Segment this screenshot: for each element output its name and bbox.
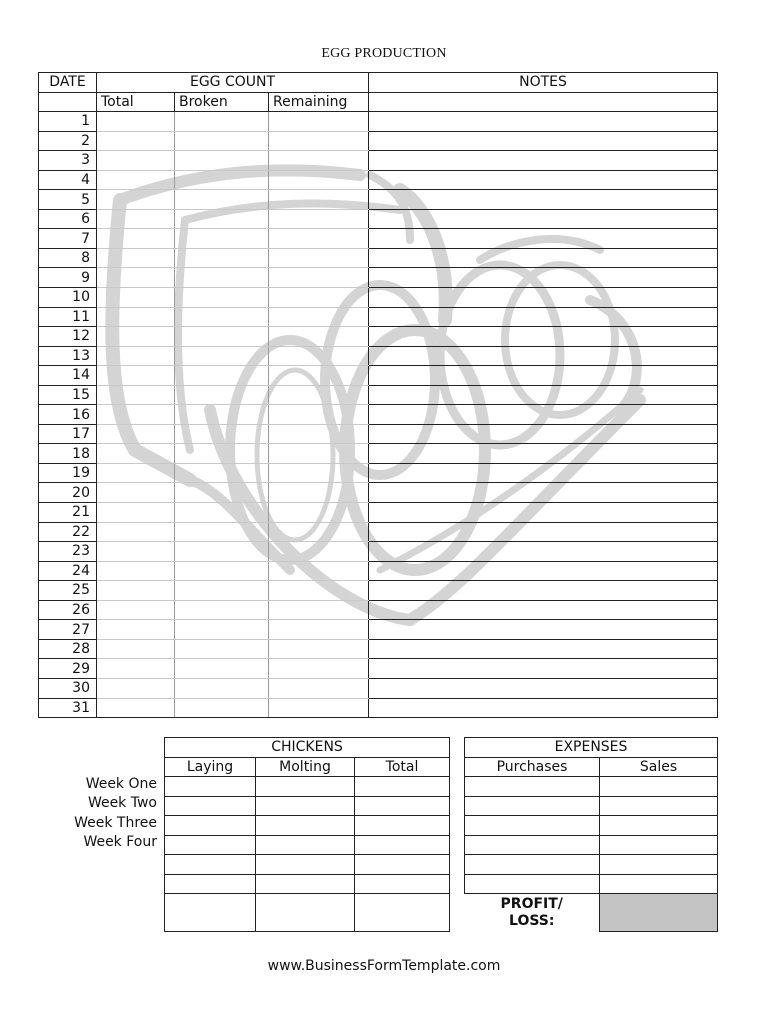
date-cell: 2 [39, 131, 97, 151]
profit-loss-value[interactable] [600, 894, 718, 932]
date-cell: 10 [39, 288, 97, 308]
total-cell[interactable] [97, 366, 175, 386]
notes-header: NOTES [369, 73, 718, 93]
log-subheader-row [39, 92, 718, 112]
laying-cell[interactable] [165, 777, 256, 797]
remaining-cell[interactable] [269, 307, 369, 327]
log-day-row [39, 209, 718, 229]
date-cell: 13 [39, 346, 97, 366]
chickens-total-cell[interactable] [355, 874, 450, 894]
molting-cell[interactable] [256, 874, 355, 894]
total-cell[interactable] [97, 112, 175, 132]
total-cell[interactable] [97, 698, 175, 718]
sales-cell[interactable] [600, 796, 718, 816]
total-cell[interactable] [97, 678, 175, 698]
broken-cell[interactable] [175, 346, 269, 366]
broken-cell[interactable] [175, 229, 269, 249]
log-day-row [39, 561, 718, 581]
date-cell: 21 [39, 503, 97, 523]
chickens-total-cell[interactable] [355, 835, 450, 855]
notes-cell[interactable] [369, 483, 718, 503]
broken-cell[interactable] [175, 248, 269, 268]
remaining-cell[interactable] [269, 444, 369, 464]
broken-cell[interactable] [175, 268, 269, 288]
total-cell[interactable] [97, 327, 175, 347]
notes-cell[interactable] [369, 268, 718, 288]
log-day-row [39, 600, 718, 620]
broken-cell[interactable] [175, 463, 269, 483]
total-cell[interactable] [97, 190, 175, 210]
broken-cell[interactable] [175, 542, 269, 562]
log-header-row [39, 73, 718, 93]
date-cell: 4 [39, 170, 97, 190]
total-cell[interactable] [97, 522, 175, 542]
date-cell: 22 [39, 522, 97, 542]
remaining-cell[interactable] [269, 366, 369, 386]
total-cell[interactable] [97, 268, 175, 288]
broken-cell[interactable] [175, 190, 269, 210]
molting-cell[interactable] [256, 855, 355, 875]
log-day-row [39, 503, 718, 523]
log-day-row [39, 112, 718, 132]
notes-cell[interactable] [369, 346, 718, 366]
chickens-total-cell[interactable] [355, 796, 450, 816]
date-cell: 16 [39, 405, 97, 425]
log-day-row [39, 542, 718, 562]
week-label: Week Two [87, 795, 157, 811]
notes-cell[interactable] [369, 659, 718, 679]
total-cell[interactable] [97, 385, 175, 405]
date-cell: 8 [39, 248, 97, 268]
date-cell: 15 [39, 385, 97, 405]
remaining-cell[interactable] [269, 151, 369, 171]
broken-cell[interactable] [175, 444, 269, 464]
date-cell: 1 [39, 112, 97, 132]
profit-label-line2: LOSS: [509, 912, 555, 929]
date-cell: 20 [39, 483, 97, 503]
date-cell: 11 [39, 307, 97, 327]
sales-cell[interactable] [600, 855, 718, 875]
notes-cell[interactable] [369, 327, 718, 347]
log-day-row [39, 659, 718, 679]
notes-cell[interactable] [369, 307, 718, 327]
chickens-total-cell[interactable] [355, 816, 450, 836]
purchases-cell[interactable] [465, 874, 600, 894]
log-day-row [39, 327, 718, 347]
notes-cell[interactable] [369, 444, 718, 464]
total-cell[interactable] [97, 463, 175, 483]
broken-cell[interactable] [175, 327, 269, 347]
remaining-cell[interactable] [269, 522, 369, 542]
date-cell: 7 [39, 229, 97, 249]
log-day-row [39, 190, 718, 210]
laying-cell[interactable] [165, 855, 256, 875]
remaining-cell[interactable] [269, 600, 369, 620]
remaining-cell[interactable] [269, 581, 369, 601]
notes-cell[interactable] [369, 463, 718, 483]
notes-cell[interactable] [369, 366, 718, 386]
log-day-row [39, 444, 718, 464]
log-body [39, 112, 718, 718]
notes-cell[interactable] [369, 248, 718, 268]
log-day-row [39, 424, 718, 444]
date-cell: 28 [39, 639, 97, 659]
notes-cell[interactable] [369, 698, 718, 718]
notes-cell[interactable] [369, 424, 718, 444]
broken-cell[interactable] [175, 561, 269, 581]
notes-cell[interactable] [369, 229, 718, 249]
notes-cell[interactable] [369, 288, 718, 308]
egg-count-header: EGG COUNT [97, 73, 369, 93]
remaining-cell[interactable] [269, 248, 369, 268]
log-day-row [39, 170, 718, 190]
broken-cell[interactable] [175, 678, 269, 698]
broken-cell[interactable] [175, 405, 269, 425]
total-cell[interactable] [97, 581, 175, 601]
notes-cell[interactable] [369, 542, 718, 562]
date-cell: 9 [39, 268, 97, 288]
remaining-cell[interactable] [269, 503, 369, 523]
date-cell: 30 [39, 678, 97, 698]
remaining-cell[interactable] [269, 170, 369, 190]
remaining-cell[interactable] [269, 542, 369, 562]
total-cell[interactable] [97, 483, 175, 503]
broken-cell[interactable] [175, 385, 269, 405]
laying-cell[interactable] [165, 796, 256, 816]
sales-header: Sales [600, 757, 718, 777]
broken-cell[interactable] [175, 307, 269, 327]
purchases-cell[interactable] [465, 777, 600, 797]
notes-cell[interactable] [369, 581, 718, 601]
laying-header: Laying [165, 757, 256, 777]
date-cell: 29 [39, 659, 97, 679]
total-cell[interactable] [97, 307, 175, 327]
remaining-cell[interactable] [269, 190, 369, 210]
date-subheader-blank [39, 92, 97, 112]
total-cell[interactable] [97, 405, 175, 425]
log-day-row [39, 131, 718, 151]
notes-cell[interactable] [369, 131, 718, 151]
total-cell[interactable] [97, 659, 175, 679]
date-cell: 14 [39, 366, 97, 386]
date-cell: 25 [39, 581, 97, 601]
chickens-header: CHICKENS [165, 738, 450, 758]
total-cell[interactable] [97, 600, 175, 620]
laying-cell[interactable] [165, 874, 256, 894]
total-cell[interactable] [97, 639, 175, 659]
broken-cell[interactable] [175, 503, 269, 523]
log-day-row [39, 405, 718, 425]
purchases-cell[interactable] [465, 835, 600, 855]
footer-url[interactable]: www.BusinessFormTemplate.com [267, 958, 501, 974]
date-cell: 19 [39, 463, 97, 483]
notes-cell[interactable] [369, 170, 718, 190]
broken-subheader: Broken [175, 92, 269, 112]
remaining-subheader: Remaining [269, 92, 369, 112]
date-cell: 12 [39, 327, 97, 347]
total-cell[interactable] [97, 151, 175, 171]
total-subheader: Total [97, 92, 175, 112]
log-day-row [39, 698, 718, 718]
date-cell: 31 [39, 698, 97, 718]
log-day-row [39, 307, 718, 327]
broken-cell[interactable] [175, 659, 269, 679]
remaining-cell[interactable] [269, 346, 369, 366]
remaining-cell[interactable] [269, 209, 369, 229]
log-day-row [39, 248, 718, 268]
total-cell[interactable] [97, 248, 175, 268]
notes-cell[interactable] [369, 190, 718, 210]
broken-cell[interactable] [175, 112, 269, 132]
log-day-row [39, 639, 718, 659]
remaining-cell[interactable] [269, 405, 369, 425]
date-cell: 3 [39, 151, 97, 171]
remaining-cell[interactable] [269, 620, 369, 640]
date-cell: 23 [39, 542, 97, 562]
broken-cell[interactable] [175, 581, 269, 601]
log-day-row [39, 229, 718, 249]
broken-cell[interactable] [175, 131, 269, 151]
page-title: EGG PRODUCTION [321, 46, 447, 61]
profit-loss-label [465, 894, 600, 932]
week-label: Week One [85, 776, 157, 792]
total-cell[interactable] [97, 542, 175, 562]
laying-total-cell[interactable] [165, 894, 256, 932]
log-day-row [39, 463, 718, 483]
broken-cell[interactable] [175, 151, 269, 171]
log-day-row [39, 581, 718, 601]
sales-cell[interactable] [600, 874, 718, 894]
log-day-row [39, 522, 718, 542]
remaining-cell[interactable] [269, 463, 369, 483]
notes-cell[interactable] [369, 151, 718, 171]
purchases-cell[interactable] [465, 855, 600, 875]
chickens-total-cell[interactable] [355, 855, 450, 875]
total-cell[interactable] [97, 424, 175, 444]
date-cell: 26 [39, 600, 97, 620]
broken-cell[interactable] [175, 639, 269, 659]
notes-cell[interactable] [369, 639, 718, 659]
log-day-row [39, 366, 718, 386]
total-cell[interactable] [97, 170, 175, 190]
remaining-cell[interactable] [269, 639, 369, 659]
broken-cell[interactable] [175, 209, 269, 229]
notes-subheader-blank [369, 92, 718, 112]
remaining-cell[interactable] [269, 229, 369, 249]
notes-cell[interactable] [369, 620, 718, 640]
broken-cell[interactable] [175, 424, 269, 444]
molting-cell[interactable] [256, 777, 355, 797]
egg-log-table [38, 72, 718, 718]
purchases-header: Purchases [465, 757, 600, 777]
date-cell: 24 [39, 561, 97, 581]
molting-cell[interactable] [256, 816, 355, 836]
remaining-cell[interactable] [269, 327, 369, 347]
broken-cell[interactable] [175, 522, 269, 542]
expenses-table [464, 737, 718, 932]
remaining-cell[interactable] [269, 561, 369, 581]
date-cell: 6 [39, 209, 97, 229]
total-cell[interactable] [97, 229, 175, 249]
total-cell[interactable] [97, 503, 175, 523]
chickens-total-header: Total [355, 757, 450, 777]
remaining-cell[interactable] [269, 268, 369, 288]
sales-cell[interactable] [600, 835, 718, 855]
remaining-cell[interactable] [269, 424, 369, 444]
log-day-row [39, 620, 718, 640]
laying-cell[interactable] [165, 816, 256, 836]
log-day-row [39, 151, 718, 171]
grand-total-cell[interactable] [355, 894, 450, 932]
log-day-row [39, 678, 718, 698]
remaining-cell[interactable] [269, 659, 369, 679]
notes-cell[interactable] [369, 405, 718, 425]
broken-cell[interactable] [175, 288, 269, 308]
remaining-cell[interactable] [269, 698, 369, 718]
date-cell: 5 [39, 190, 97, 210]
notes-cell[interactable] [369, 600, 718, 620]
expenses-header: EXPENSES [465, 738, 718, 758]
molting-cell[interactable] [256, 796, 355, 816]
log-day-row [39, 346, 718, 366]
remaining-cell[interactable] [269, 131, 369, 151]
week-label: Week Four [83, 834, 157, 850]
date-header: DATE [39, 73, 97, 93]
purchases-cell[interactable] [465, 816, 600, 836]
total-cell[interactable] [97, 288, 175, 308]
laying-cell[interactable] [165, 835, 256, 855]
broken-cell[interactable] [175, 600, 269, 620]
broken-cell[interactable] [175, 483, 269, 503]
molting-cell[interactable] [256, 835, 355, 855]
notes-cell[interactable] [369, 112, 718, 132]
log-day-row [39, 483, 718, 503]
date-cell: 18 [39, 444, 97, 464]
total-cell[interactable] [97, 131, 175, 151]
profit-label-line1: PROFIT/ [500, 895, 563, 912]
date-cell: 17 [39, 424, 97, 444]
purchases-cell[interactable] [465, 796, 600, 816]
broken-cell[interactable] [175, 620, 269, 640]
molting-total-cell[interactable] [256, 894, 355, 932]
notes-cell[interactable] [369, 678, 718, 698]
sales-cell[interactable] [600, 777, 718, 797]
chickens-table [164, 737, 450, 932]
total-cell[interactable] [97, 209, 175, 229]
remaining-cell[interactable] [269, 112, 369, 132]
remaining-cell[interactable] [269, 678, 369, 698]
notes-cell[interactable] [369, 209, 718, 229]
date-cell: 27 [39, 620, 97, 640]
broken-cell[interactable] [175, 170, 269, 190]
log-day-row [39, 385, 718, 405]
remaining-cell[interactable] [269, 483, 369, 503]
remaining-cell[interactable] [269, 288, 369, 308]
week-label: Week Three [74, 815, 157, 831]
notes-cell[interactable] [369, 522, 718, 542]
notes-cell[interactable] [369, 503, 718, 523]
log-day-row [39, 268, 718, 288]
molting-header: Molting [256, 757, 355, 777]
chickens-total-cell[interactable] [355, 777, 450, 797]
total-cell[interactable] [97, 620, 175, 640]
broken-cell[interactable] [175, 698, 269, 718]
notes-cell[interactable] [369, 385, 718, 405]
broken-cell[interactable] [175, 366, 269, 386]
sales-cell[interactable] [600, 816, 718, 836]
total-cell[interactable] [97, 561, 175, 581]
remaining-cell[interactable] [269, 385, 369, 405]
notes-cell[interactable] [369, 561, 718, 581]
total-cell[interactable] [97, 346, 175, 366]
log-day-row [39, 288, 718, 308]
total-cell[interactable] [97, 444, 175, 464]
